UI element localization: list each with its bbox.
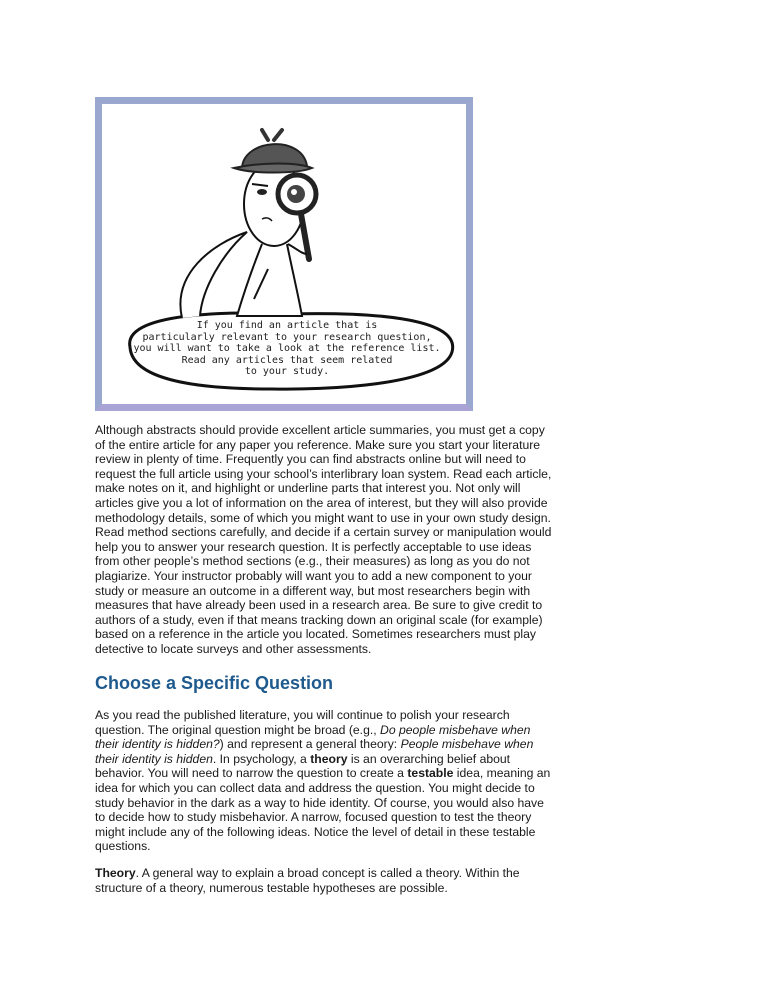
text-line: to decide how to study misbehavior. A narrow, focused question to test the theory [95,810,532,825]
text-line: idea for which you can collect data and address the question. You might decide to [95,780,535,795]
text-run: question. The original question might be broad (e.g., [95,722,381,737]
text-line: help you to answer your research question. It is perfectly acceptable to use ideas [95,539,532,554]
text-run: . A general way to explain a broad concept is called a theory. Within the [135,866,520,880]
text-line: plagiarize. Your instructor probably will want you to add a new component to your [95,568,532,583]
italic-text: Do people misbehave when [380,722,531,737]
text-line: based on a reference in the article you located. Sometimes researchers must play [95,627,537,642]
text-line: make notes on it, and highlight or underline parts that interest you. Not only will [95,481,521,496]
bold-term-testable: testable [407,766,454,781]
text-line: questions. [95,839,151,854]
text-line: of the entire article for any paper you reference. Make sure you start your literature [95,437,541,452]
paragraph-theory [95,866,575,895]
detective-illustration [95,97,473,411]
text-run: idea, meaning an [453,766,551,781]
text-line: might include any of the following ideas. Notice the level of detail in these testable [95,824,536,839]
bold-term-theory: Theory [95,866,136,880]
text-line: review in plenty of time. Frequently you can find abstracts online but will need to [95,452,526,467]
text-line: detective to locate surveys and other assessments. [95,641,372,656]
caption-line: If you find an article that is [196,320,378,331]
caption-line: particularly relevant to your research question, [142,331,432,343]
text-line: articles give you a lot of information on the area of interest, but they will also provide [95,495,548,510]
text-line: from other people’s method sections (e.g., their measures) as long as you do not [95,554,530,569]
caption-line: to your study. [244,366,330,377]
speech-bubble-text [132,320,442,378]
caption-line: you will want to take a look at the reference list. [133,343,441,354]
section-heading: Choose a Specific Question [95,673,334,693]
text-line: authors of a study, even if that means tracking down an original scale (for example) [95,612,543,627]
bold-term-theory: theory [310,751,348,766]
text-line: Read method sections carefully, and decide if a certain survey or manipulation would [95,525,552,540]
text-line [95,752,575,767]
text-line [95,723,575,738]
paragraph-specific-question [95,708,575,854]
text-line: measures that have already been used in a research area. Be sure to give credit to [95,598,543,613]
caption-line: Read any articles that seem related [181,354,393,366]
text-line [95,866,575,881]
text-line: methodology details, some of which you might want to use in your own study design. [95,510,551,525]
text-run: ) and represent a general theory: [219,737,401,752]
italic-text: their identity is hidden [95,751,213,766]
figure-body [237,244,302,316]
italic-text: their identity is hidden? [95,737,220,752]
text-line [95,766,575,781]
text-line: study behavior in the dark as a way to hide identity. Of course, you would also have [95,795,544,810]
paragraph-literature-review [95,423,575,657]
text-run: is an overarching belief about [347,751,511,766]
text-run: behavior. You will need to narrow the question to create a [95,766,408,781]
text-line: As you read the published literature, you will continue to polish your research [95,708,510,722]
text-line [95,737,575,752]
text-run: . In psychology, a [212,751,311,766]
text-line: Although abstracts should provide excellent article summaries, you must get a copy [95,423,545,437]
speech-bubble-tail [180,232,247,318]
text-line: request the full article using your school’s interlibrary loan system. Read each article, [95,466,552,481]
text-line: structure of a theory, numerous testable hypotheses are possible. [95,880,448,895]
text-line: study or measure an outcome in a different way, but most researchers begin with [95,583,531,598]
italic-text: People misbehave when [400,737,534,752]
